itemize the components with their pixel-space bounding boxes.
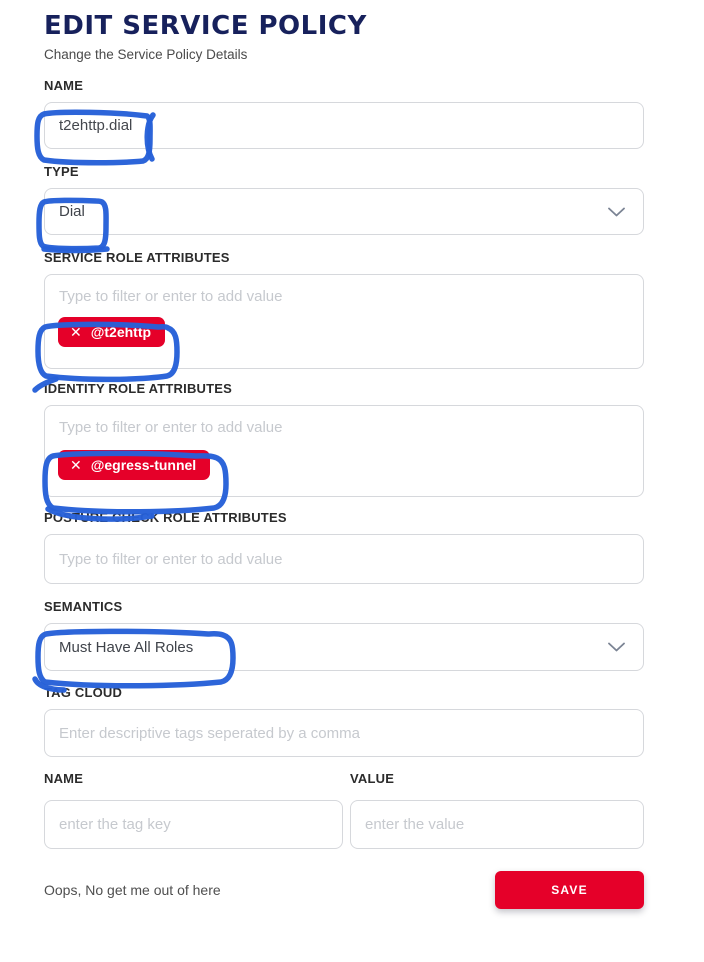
type-selected-value: Dial — [59, 203, 85, 220]
identity-role-attributes-box — [44, 405, 644, 497]
save-button[interactable]: SAVE — [495, 871, 644, 909]
name-input[interactable] — [44, 102, 644, 149]
semantics-label: SEMANTICS — [44, 599, 123, 614]
chevron-down-icon — [608, 207, 625, 217]
type-label: TYPE — [44, 164, 79, 179]
tag-label: @egress-tunnel — [90, 457, 197, 473]
identity-role-tag — [58, 450, 210, 480]
semantics-selected-value: Must Have All Roles — [59, 638, 194, 656]
service-role-filter-input[interactable] — [58, 286, 630, 307]
tag-name-label: NAME — [44, 771, 84, 786]
remove-tag-icon[interactable]: ✕ — [70, 324, 82, 340]
tag-value-input[interactable] — [350, 800, 644, 849]
service-role-attributes-label: SERVICE ROLE ATTRIBUTES — [44, 250, 230, 265]
posture-check-role-attributes-box — [44, 534, 644, 584]
identity-role-attributes-label: IDENTITY ROLE ATTRIBUTES — [44, 381, 233, 396]
chevron-down-icon — [608, 642, 625, 652]
tag-kv-labels — [44, 771, 644, 787]
tag-kv-row — [44, 800, 644, 849]
footer — [44, 871, 644, 909]
semantics-select[interactable] — [44, 623, 644, 671]
service-role-attributes-box — [44, 274, 644, 369]
identity-role-filter-input[interactable] — [58, 417, 630, 438]
name-label: NAME — [44, 78, 84, 93]
tag-label: @t2ehttp — [90, 324, 152, 340]
posture-check-filter-input[interactable] — [58, 549, 630, 570]
tag-value-label: VALUE — [350, 771, 395, 786]
cancel-link[interactable]: Oops, No get me out of here — [44, 882, 221, 898]
identity-role-tag-row — [58, 450, 630, 480]
page-title: EDIT SERVICE POLICY — [44, 11, 367, 41]
service-role-tag-row — [58, 317, 630, 347]
tag-key-input[interactable] — [44, 800, 343, 849]
posture-check-role-attributes-label: POSTURE CHECK ROLE ATTRIBUTES — [44, 510, 287, 525]
tag-cloud-label: TAG CLOUD — [44, 685, 123, 700]
edit-service-policy-form — [44, 12, 644, 909]
type-select[interactable] — [44, 188, 644, 235]
service-role-tag — [58, 317, 165, 347]
tag-cloud-input[interactable] — [44, 709, 644, 757]
remove-tag-icon[interactable]: ✕ — [70, 457, 82, 473]
page-subtitle: Change the Service Policy Details — [44, 47, 248, 62]
